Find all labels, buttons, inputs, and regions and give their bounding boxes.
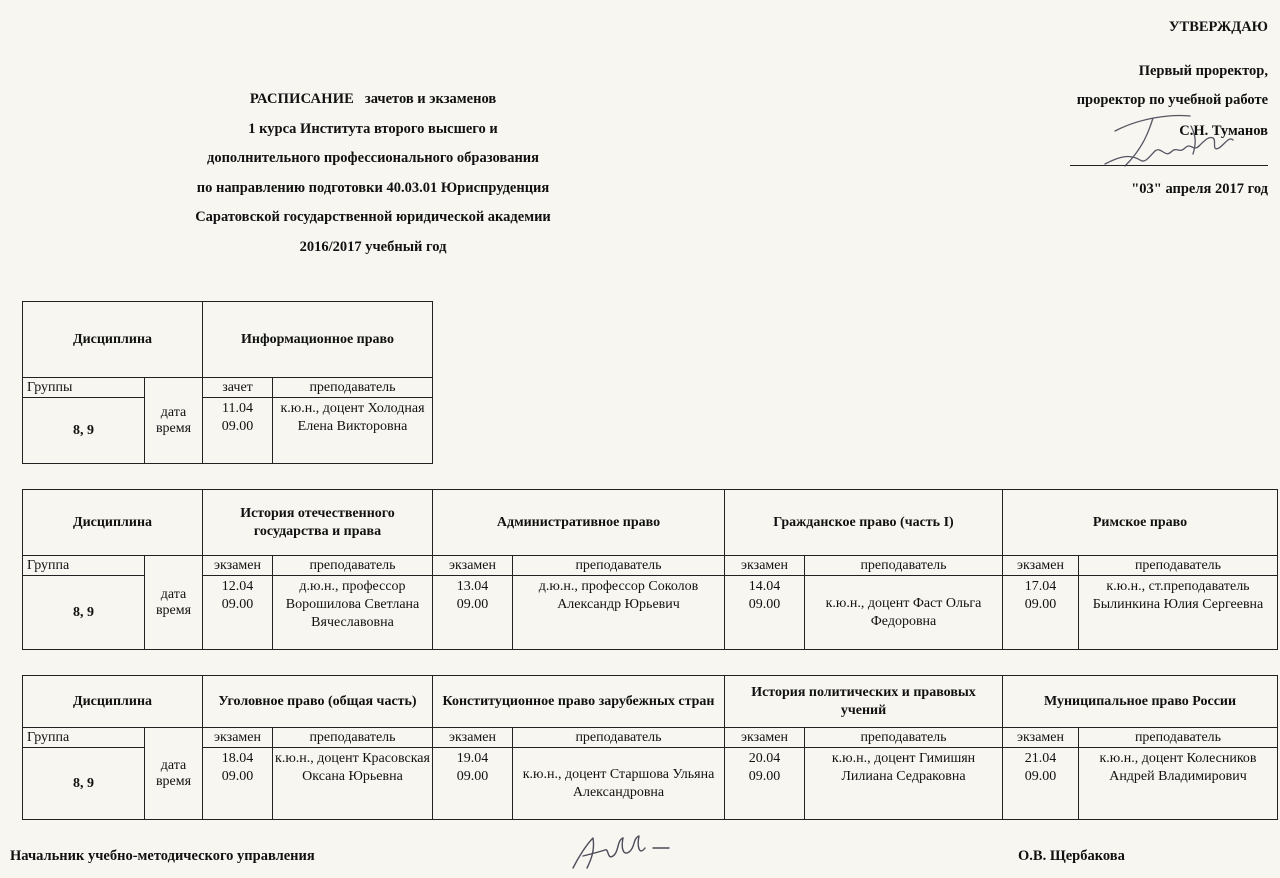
exam-datetime — [725, 576, 805, 650]
exam-time: 09.00 — [456, 769, 489, 784]
teacher-label: преподаватель — [1079, 556, 1278, 576]
footer-position: Начальник учебно-методического управления — [10, 848, 315, 864]
approver-position-line2: проректор по учебной работе — [1076, 92, 1268, 108]
exam-teacher: к.ю.н., доцент Фаст Ольга Федоровна — [805, 576, 1003, 650]
time-label: время — [155, 420, 192, 436]
title-line6: 2016/2017 учебный год — [299, 238, 447, 255]
exam-datetime — [1003, 576, 1079, 650]
discipline-label: Дисциплина — [23, 302, 203, 378]
exam-datetime — [1003, 748, 1079, 820]
exam-label: экзамен — [203, 556, 273, 576]
title-word: РАСПИСАНИЕ — [249, 91, 355, 107]
credit-label: зачет — [203, 378, 273, 398]
date-time-label — [145, 556, 203, 650]
exam-label: экзамен — [433, 556, 513, 576]
group-label: Группа — [23, 728, 145, 748]
title-rest: зачетов и экзаменов — [364, 91, 497, 107]
exam-teacher: к.ю.н., доцент Колесников Андрей Владимирович — [1079, 748, 1278, 820]
schedule-table-credit — [22, 301, 433, 464]
discipline-name: История политических и правовых учений — [725, 676, 1003, 728]
exam-label: экзамен — [1003, 556, 1079, 576]
credit-date: 11.04 — [222, 401, 253, 416]
date-label: дата — [160, 404, 187, 420]
exam-time: 09.00 — [221, 597, 254, 612]
discipline-name: Гражданское право (часть I) — [725, 490, 1003, 556]
exam-label: экзамен — [725, 728, 805, 748]
time-label: время — [155, 602, 192, 618]
exam-teacher: д.ю.н., профессор Ворошилова Светлана Вячеславовна — [273, 576, 433, 650]
groups-label: Группы — [23, 378, 145, 398]
approver-position-line1: Первый проректор, — [1138, 63, 1268, 79]
exam-date: 20.04 — [748, 751, 781, 766]
title-line4: по направлению подготовки 40.03.01 Юриспруденция — [196, 179, 550, 196]
exam-date: 14.04 — [748, 579, 781, 594]
exam-label: экзамен — [433, 728, 513, 748]
date-time-label — [145, 728, 203, 820]
teacher-label: преподаватель — [805, 728, 1003, 748]
exam-time: 09.00 — [748, 597, 781, 612]
teacher-label: преподаватель — [1079, 728, 1278, 748]
discipline-name: Административное право — [433, 490, 725, 556]
teacher-label: преподаватель — [273, 378, 433, 398]
exam-date: 17.04 — [1024, 579, 1057, 594]
credit-datetime — [203, 398, 273, 464]
title-line1 — [120, 91, 626, 121]
exam-date: 13.04 — [456, 579, 489, 594]
schedule-table-exams-1 — [22, 489, 1278, 650]
exam-teacher: к.ю.н., доцент Красовская Оксана Юрьевна — [273, 748, 433, 820]
exam-datetime — [433, 748, 513, 820]
exam-date: 19.04 — [456, 751, 489, 766]
teacher-label: преподаватель — [273, 556, 433, 576]
discipline-name: Информационное право — [203, 302, 433, 378]
exam-time: 09.00 — [748, 769, 781, 784]
discipline-label: Дисциплина — [23, 676, 203, 728]
group-label: Группа — [23, 556, 145, 576]
discipline-name: Уголовное право (общая часть) — [203, 676, 433, 728]
exam-time: 09.00 — [456, 597, 489, 612]
discipline-name: История отечественного государства и права — [203, 490, 433, 556]
credit-time: 09.00 — [221, 419, 254, 434]
group-numbers: 8, 9 — [23, 748, 145, 820]
exam-label: экзамен — [1003, 728, 1079, 748]
approver-signature — [1095, 96, 1245, 176]
exam-teacher: к.ю.н., доцент Гимишян Лилиана Седраковна — [805, 748, 1003, 820]
exam-teacher: к.ю.н., доцент Старшова Ульяна Александровна — [513, 748, 725, 820]
teacher-label: преподаватель — [805, 556, 1003, 576]
exam-datetime — [725, 748, 805, 820]
approval-heading: УТВЕРЖДАЮ — [1168, 19, 1268, 35]
exam-time: 09.00 — [1024, 769, 1057, 784]
title-line3: дополнительного профессионального образования — [206, 150, 539, 166]
exam-datetime — [203, 576, 273, 650]
document-title — [120, 91, 626, 268]
exam-date: 18.04 — [221, 751, 254, 766]
date-label: дата — [160, 586, 187, 602]
approval-date: "03" апреля 2017 год — [1131, 181, 1268, 197]
exam-date: 21.04 — [1024, 751, 1057, 766]
credit-teacher: к.ю.н., доцент Холодная Елена Викторовна — [273, 398, 433, 464]
discipline-name: Конституционное право зарубежных стран — [433, 676, 725, 728]
title-line5: Саратовской государственной юридической академии — [195, 209, 551, 225]
head-signature — [565, 826, 685, 876]
exam-datetime — [203, 748, 273, 820]
group-numbers: 8, 9 — [23, 398, 145, 464]
date-time-label — [145, 378, 203, 464]
exam-label: экзамен — [725, 556, 805, 576]
discipline-name: Римское право — [1003, 490, 1278, 556]
footer-name: О.В. Щербакова — [1018, 848, 1125, 864]
exam-label: экзамен — [203, 728, 273, 748]
teacher-label: преподаватель — [273, 728, 433, 748]
exam-datetime — [433, 576, 513, 650]
discipline-name: Муниципальное право России — [1003, 676, 1278, 728]
exam-time: 09.00 — [1024, 597, 1057, 612]
approver-name: С.Н. Туманов — [1179, 123, 1268, 139]
teacher-label: преподаватель — [513, 556, 725, 576]
date-label: дата — [160, 757, 187, 773]
exam-teacher: к.ю.н., ст.преподаватель Былинкина Юлия Сергеевна — [1079, 576, 1278, 650]
discipline-label: Дисциплина — [23, 490, 203, 556]
time-label: время — [155, 773, 192, 789]
teacher-label: преподаватель — [513, 728, 725, 748]
group-numbers: 8, 9 — [23, 576, 145, 650]
schedule-table-exams-2 — [22, 675, 1278, 820]
exam-teacher: д.ю.н., профессор Соколов Александр Юрьевич — [513, 576, 725, 650]
title-line2: 1 курса Института второго высшего и — [248, 120, 498, 137]
exam-date: 12.04 — [221, 579, 254, 594]
exam-time: 09.00 — [221, 769, 254, 784]
